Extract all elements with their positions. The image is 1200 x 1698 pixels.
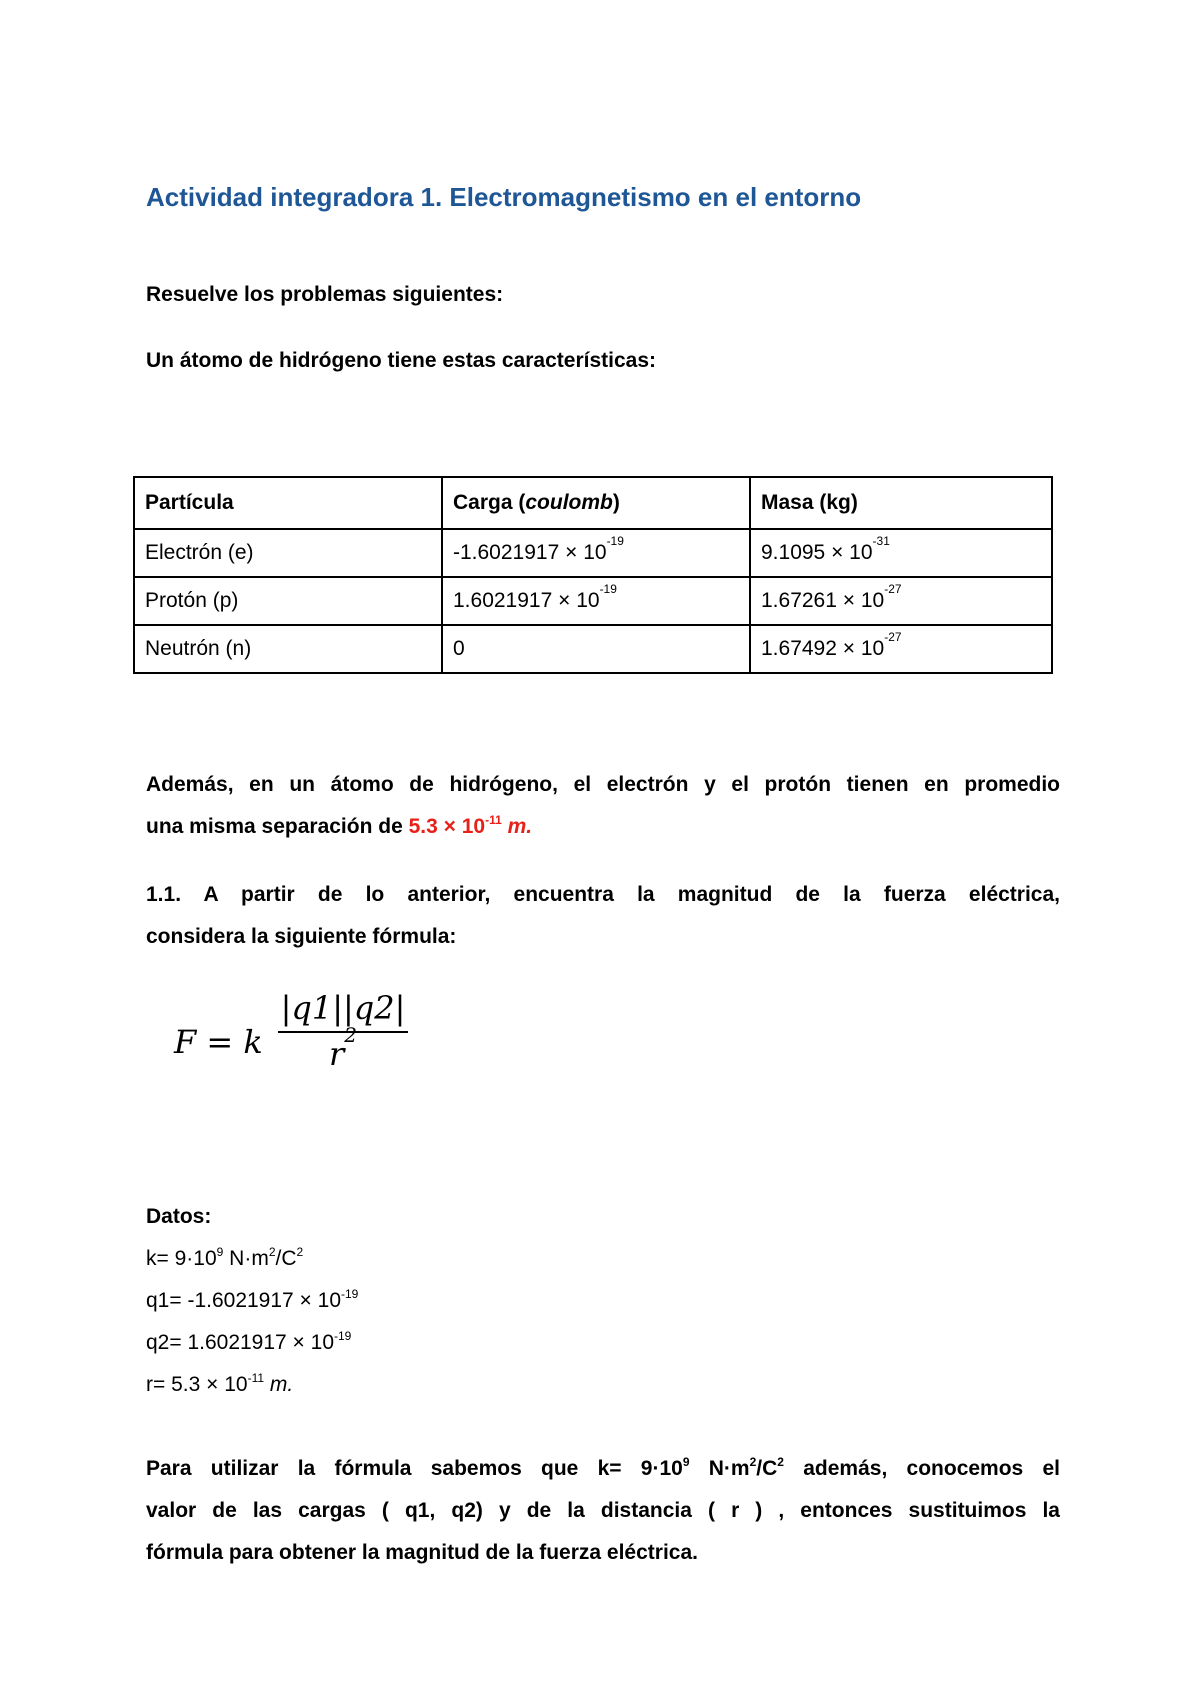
header-charge: Carga (coulomb) <box>442 477 750 529</box>
cell-charge: $-1.6021917 \times 10^{-19}$ <box>442 529 750 577</box>
cell-particle: Electrón (e) <box>134 529 442 577</box>
table-row <box>134 577 1052 625</box>
header-mass: Masa (kg) <box>750 477 1052 529</box>
atom-intro-text: Un átomo de hidrógeno tiene estas características: <box>146 349 656 372</box>
header-particle: Partícula <box>134 477 442 529</box>
particles-table <box>133 476 1053 674</box>
cell-charge: $1.6021917 \times 10^{-19}$ <box>442 577 750 625</box>
separation-line-2: una misma separación de $5.3 \times 10^{-11}$ m. <box>146 813 533 838</box>
cell-particle: Neutrón (n) <box>134 625 442 673</box>
table-row <box>134 529 1052 577</box>
formula-lhs: F = k <box>174 1023 263 1061</box>
conclusion-line-2: valor de las cargas ( q1, q2) y de la distancia ( r ) , entonces sustituimos la <box>146 1499 1060 1522</box>
conclusion-line-3: fórmula para obtener la magnitud de la fuerza eléctrica. <box>146 1541 698 1564</box>
cell-charge: 0 <box>442 625 750 673</box>
formula-denominator: $r^2$ <box>328 1023 358 1073</box>
separation-line-1: Además, en un átomo de hidrógeno, el electrón y el protón tienen en promedio <box>146 773 1060 796</box>
datos-list <box>146 1196 358 1406</box>
cell-mass: $1.67261 \times 10^{-27}$ <box>750 577 1052 625</box>
cell-mass: $1.67492 \times 10^{-27}$ <box>750 625 1052 673</box>
formula-fraction <box>278 989 408 1073</box>
table-header-row <box>134 477 1052 529</box>
question-line-1: 1.1. A partir de lo anterior, encuentra la magnitud de la fuerza eléctrica, <box>146 883 1060 906</box>
page-title: Actividad integradora 1. Electromagnetismo en el entorno <box>146 182 862 212</box>
conclusion-line-1: Para utilizar la fórmula sabemos que $k= 9\cdot 10^9$ $N\cdot m^2/C^2$ además, conocemos el <box>146 1455 1060 1480</box>
formula-numerator: |q1||q2| <box>278 989 408 1033</box>
table-row <box>134 625 1052 673</box>
datos-r: $r= 5.3 \times 10^{-11}$ m. <box>146 1371 294 1396</box>
cell-particle: Protón (p) <box>134 577 442 625</box>
datos-label: Datos: <box>146 1205 212 1228</box>
coulomb-formula <box>148 975 418 1115</box>
datos-q2: $q2= 1.6021917 \times 10^{-19}$ <box>146 1329 352 1354</box>
cell-mass: $9.1095 \times 10^{-31}$ <box>750 529 1052 577</box>
datos-q1: $q1= -1.6021917 \times 10^{-19}$ <box>146 1287 359 1312</box>
intro-text: Resuelve los problemas siguientes: <box>146 283 504 306</box>
separation-value: $5.3 \times 10^{-11}$ m. <box>408 813 533 838</box>
datos-k: $k= 9\cdot 10^9$ $N\cdot m^2/C^2$ <box>146 1245 304 1270</box>
question-line-2: considera la siguiente fórmula: <box>146 925 457 948</box>
